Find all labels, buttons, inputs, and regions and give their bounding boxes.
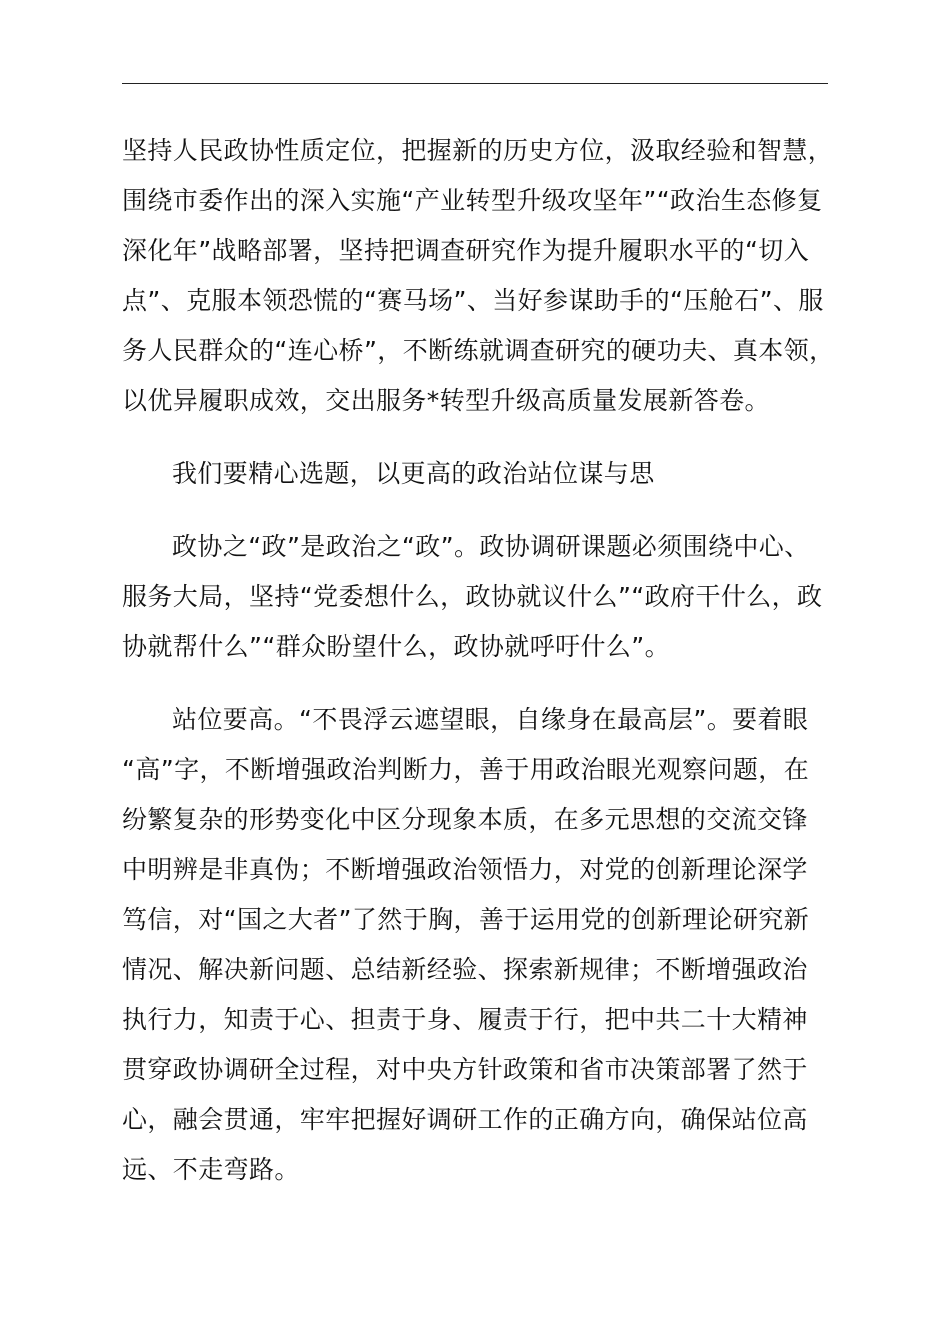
text-line: 心，融会贯通，牢牢把握好调研工作的正确方向，确保站位高 (122, 1105, 808, 1134)
text-line: 政协之“政”是政治之“政”。政协调研课题必须围绕中心、 (172, 532, 810, 561)
text-line: 纷繁复杂的形势变化中区分现象本质，在多元思想的交流交锋 (122, 805, 808, 834)
text-line: 服务大局，坚持“党委想什么，政协就议什么”“政府干什么，政 (122, 582, 823, 611)
text-line: 站位要高。“不畏浮云遮望眼，自缘身在最高层”。要着眼 (172, 705, 809, 734)
text-line: 中明辨是非真伪；不断增强政治领悟力，对党的创新理论深学 (122, 855, 808, 884)
header-rule (122, 83, 828, 84)
document-body (122, 126, 835, 1218)
text-line: 深化年”战略部署，坚持把调查研究作为提升履职水平的“切入 (122, 236, 810, 265)
heading-line: 我们要精心选题，以更高的政治站位谋与思 (172, 459, 655, 488)
text-line: 情况、解决新问题、总结新经验、探索新规律；不断增强政治 (122, 955, 808, 984)
paragraph-intro (122, 126, 835, 426)
text-line: “高”字，不断增强政治判断力，善于用政治眼光观察问题，在 (122, 755, 810, 784)
text-line: 以优异履职成效，交出服务*转型升级高质量发展新答卷。 (122, 386, 770, 415)
text-line: 围绕市委作出的深入实施“产业转型升级攻坚年”“政治生态修复 (122, 186, 823, 215)
text-line: 笃信，对“国之大者”了然于胸，善于运用党的创新理论研究新 (122, 905, 810, 934)
text-line: 点”、克服本领恐慌的“赛马场”、当好参谋助手的“压舱石”、服 (122, 286, 824, 315)
text-line: 远、不走弯路。 (122, 1155, 300, 1184)
paragraph-stance (122, 695, 832, 1195)
section-heading (122, 449, 832, 499)
text-line: 贯穿政协调研全过程，对中央方针政策和省市决策部署了然于 (122, 1055, 808, 1084)
text-line: 坚持人民政协性质定位，把握新的历史方位，汲取经验和智慧， (122, 136, 834, 165)
text-line: 务人民群众的“连心桥”，不断练就调查研究的硬功夫、真本领， (122, 336, 835, 365)
text-line: 协就帮什么”“群众盼望什么，政协就呼吁什么”。 (122, 632, 671, 661)
text-line: 执行力，知责于心、担责于身、履责于行，把中共二十大精神 (122, 1005, 808, 1034)
paragraph-politics (122, 522, 832, 672)
